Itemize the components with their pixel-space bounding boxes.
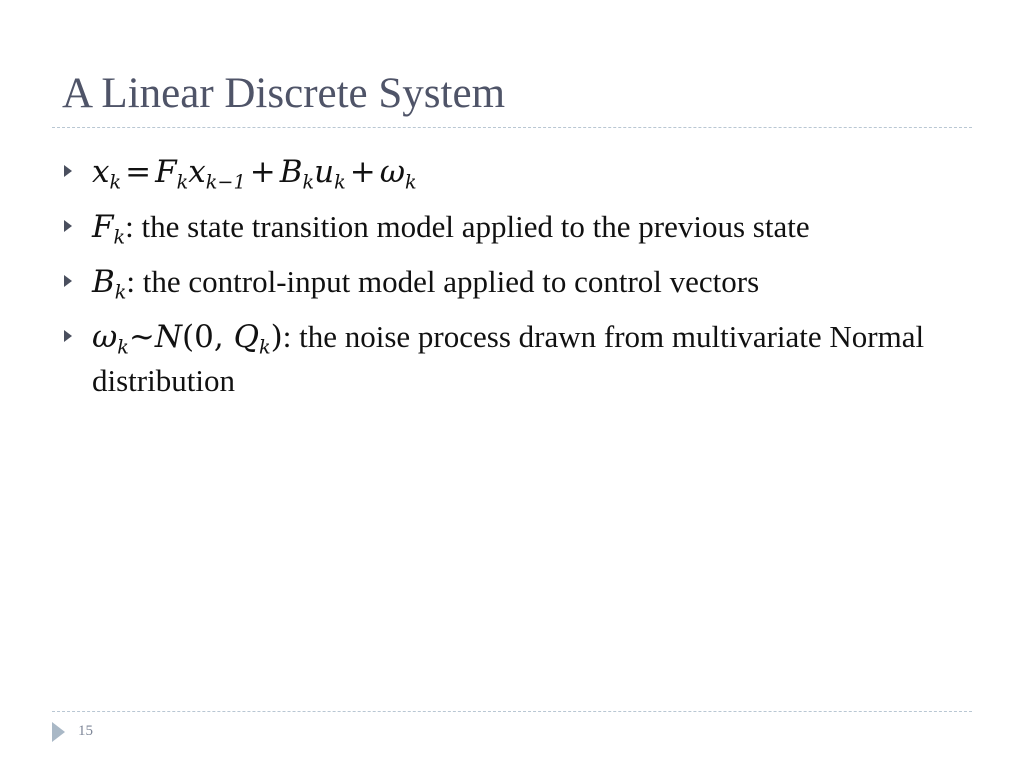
bullet-item-control-model <box>62 260 962 304</box>
title-divider <box>52 127 972 128</box>
bullet-marker-icon <box>64 330 72 342</box>
footer-divider <box>52 711 972 712</box>
bullet-list <box>62 150 962 413</box>
symbol-f-k: $F_k$ <box>92 209 126 249</box>
bullet-text: : the control-input model applied to control vectors <box>126 264 760 299</box>
state-equation: $x_k = F_kx_{k-1} + B_ku_k + \omega_k$ <box>92 154 417 194</box>
bullet-marker-icon <box>64 220 72 232</box>
noise-distribution: $\omega_k\sim N(0$, $Q_k$) <box>92 319 283 359</box>
footer-arrow-icon <box>52 722 65 742</box>
bullet-marker-icon <box>64 165 72 177</box>
bullet-text: : the noise process drawn from multivariate Normal distribution <box>92 319 925 398</box>
bullet-marker-icon <box>64 275 72 287</box>
bullet-item-noise-process <box>62 315 962 402</box>
symbol-b-k: $B_k$ <box>92 264 127 304</box>
slide-number: 15 <box>78 723 93 739</box>
bullet-item-transition-model <box>62 205 962 249</box>
slide-title: A Linear Discrete System <box>62 70 506 117</box>
bullet-text: : the state transition model applied to the previous state <box>125 209 810 244</box>
bullet-item-equation <box>62 150 962 194</box>
